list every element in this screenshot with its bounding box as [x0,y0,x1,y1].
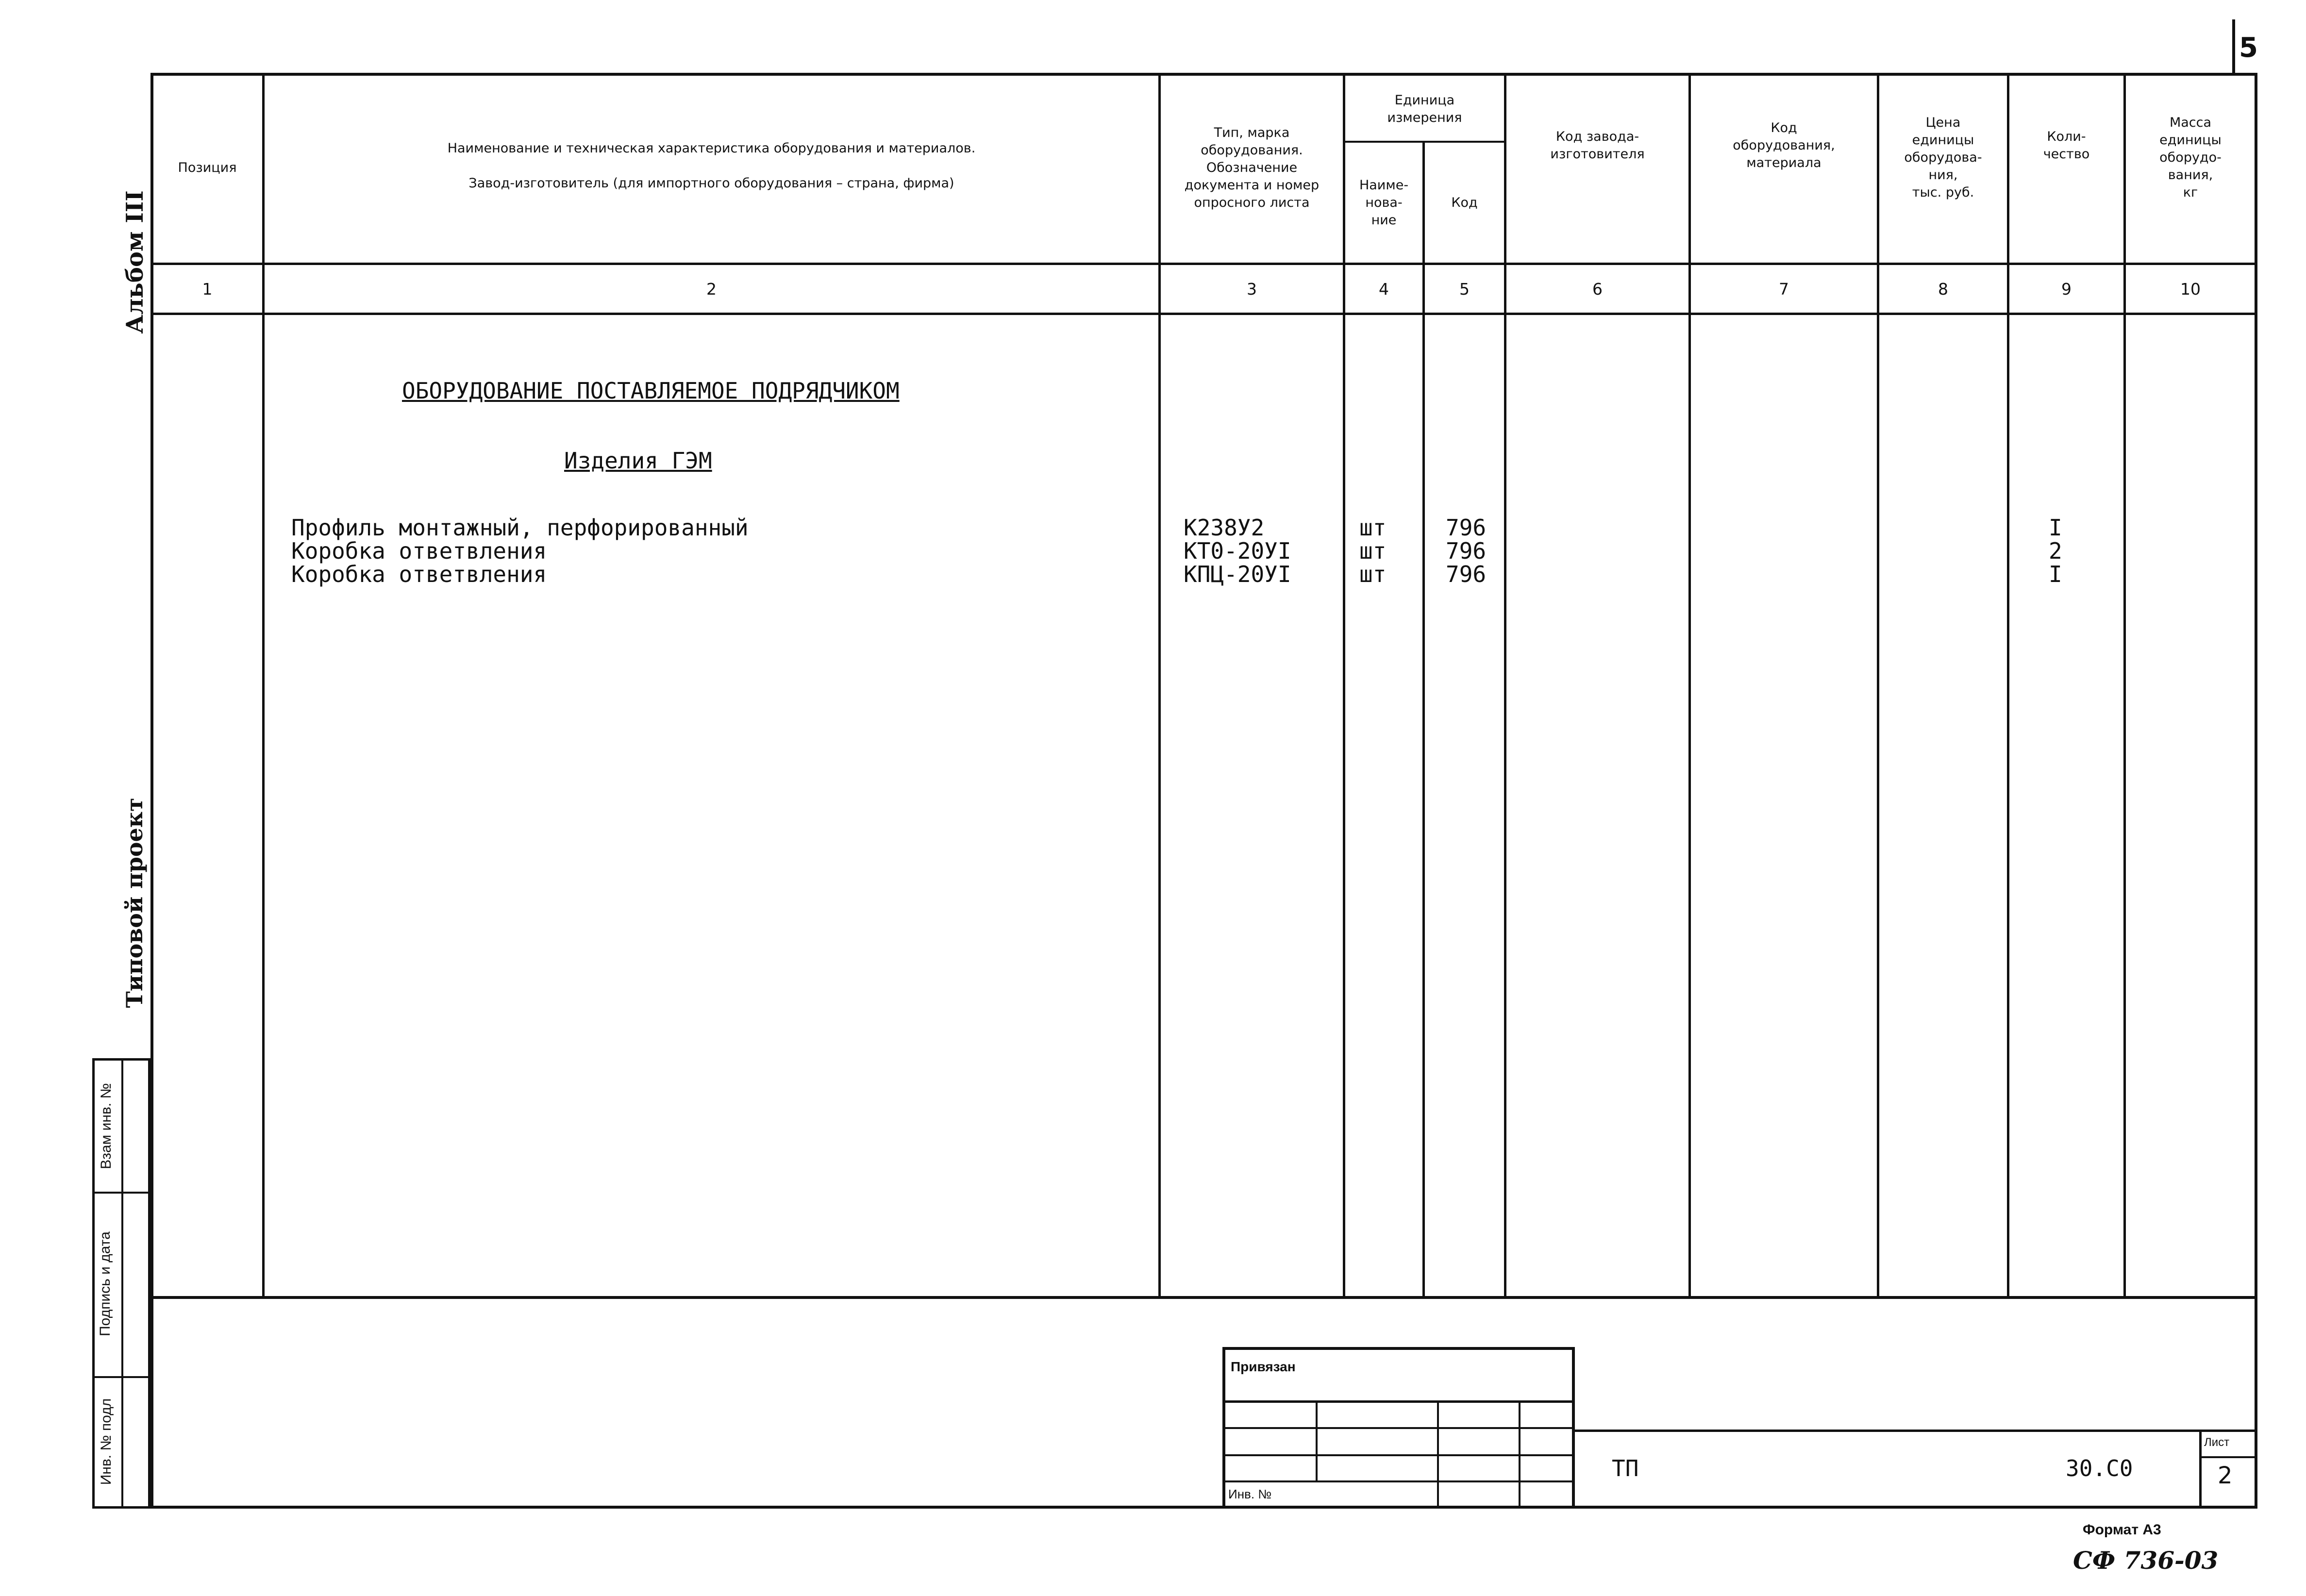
header-mass: Масса единицы оборудо- вания, кг [2159,115,2222,200]
item-unit-code: 796 [1446,515,1487,541]
item-type: К238У2 [1184,515,1265,541]
handwritten-code: СФ 736-03 [2073,1546,2219,1575]
numbers-bottom-rule [150,313,2257,315]
item-quantity: 2 [2049,538,2062,564]
colnum-5: 5 [1459,280,1470,299]
inv-no-label: Инв. № [1228,1487,1272,1501]
colnum-10: 10 [2180,280,2201,299]
header-unit-group: Единица измерения [1387,93,1462,125]
colnum-1: 1 [202,280,213,299]
section-title: ОБОРУДОВАНИЕ ПОСТАВЛЯЕМОЕ ПОДРЯДЧИКОМ [402,378,900,404]
stamp-vzam-inv: Взам инв. № [98,1083,114,1169]
header-name [265,73,1158,263]
project-label: Типовой проект [121,798,148,1008]
header-quantity: Коли- чество [2043,129,2090,162]
project-code-left: ТП [1612,1455,1639,1481]
stamp-podpis-data: Подпись и дата [97,1231,113,1336]
corner-sheet-number: 5 [2239,32,2258,64]
item-unit: шт [1359,515,1387,541]
item-quantity: I [2049,515,2062,541]
sheet-label: Лист [2204,1436,2230,1449]
colnum-4: 4 [1379,280,1389,299]
header-name-line1: Наименование и техническая характеристика оборудования и материалов. [447,141,976,156]
project-code-right: 30.С0 [2066,1455,2133,1481]
header-equipment-code: Код оборудования, материала [1733,120,1835,170]
colnum-7: 7 [1779,280,1789,299]
item-type: КТ0-20УI [1184,538,1291,564]
subsection-title: Изделия ГЭМ [564,448,712,474]
colnum-8: 8 [1938,280,1948,299]
item-type: КПЦ-20УI [1184,561,1291,587]
item-name: Профиль монтажный, перфорированный [291,515,749,541]
header-name-line2: Завод-изготовитель (для импортного оборудования – страна, фирма) [468,176,954,191]
header-position: Позиция [178,160,237,175]
item-unit: шт [1359,561,1387,587]
stamp-inv-podl: Инв. № подл [98,1398,114,1485]
item-unit-code: 796 [1446,561,1487,587]
header-factory-code: Код завода- изготовителя [1550,129,1645,162]
corner-divider [2232,19,2235,73]
project-code-rule [1575,1430,2257,1432]
item-quantity: I [2049,561,2062,587]
item-unit: шт [1359,538,1387,564]
privyazan-label: Привязан [1231,1359,1296,1374]
header-type: Тип, марка оборудования. Обозначение документа и номер опросного листа [1184,125,1320,210]
item-name: Коробка ответвления [291,538,547,564]
header-unit-name: Наиме- нова- ние [1359,177,1409,228]
item-name: Коробка ответвления [291,561,547,587]
format-label: Формат А3 [2083,1522,2161,1538]
header-unit-code: Код [1451,195,1478,210]
body-bottom-rule [150,1296,2257,1299]
header-price: Цена единицы оборудова- ния, тыс. руб. [1904,115,1982,200]
colnum-9: 9 [2061,280,2072,299]
colnum-6: 6 [1592,280,1603,299]
header-bottom-rule [150,263,2257,265]
colnum-3: 3 [1247,280,1257,299]
sheet-number: 2 [2218,1462,2233,1489]
album-label: Альбом III [121,190,149,334]
item-unit-code: 796 [1446,538,1487,564]
colnum-2: 2 [706,280,717,299]
